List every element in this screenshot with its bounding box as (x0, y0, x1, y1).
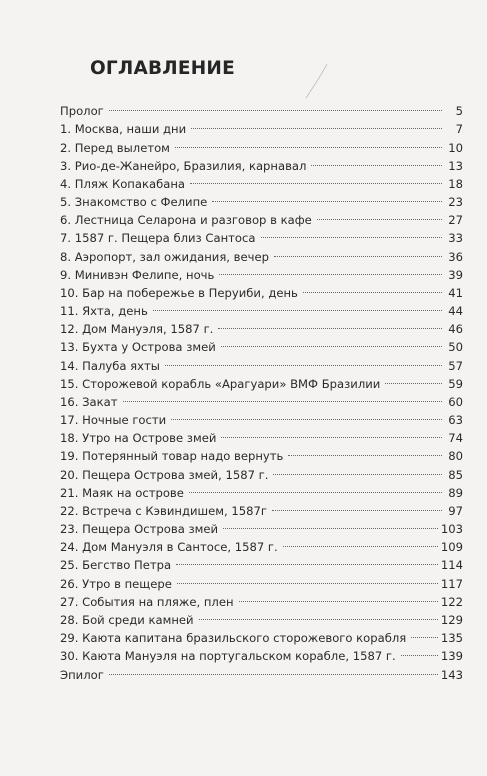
page-title: ОГЛАВЛЕНИЕ (90, 58, 235, 79)
toc-entry-label: 5. Знакомство с Фелипе (60, 195, 208, 210)
dot-leader (106, 660, 441, 678)
toc-entry-page-number: 89 (448, 485, 463, 500)
toc-entry-page-number: 57 (448, 358, 463, 373)
toc-entry-page-number: 18 (448, 176, 463, 191)
toc-entry-label: 27. События на пляже, плен (60, 594, 234, 609)
dot-leader (106, 97, 445, 115)
toc-entry (60, 388, 463, 409)
dot-leader (308, 152, 445, 170)
toc-entry-page-number: 80 (448, 449, 463, 464)
toc-entry-page-number: 60 (448, 394, 463, 409)
toc-entry-page-number: 5 (455, 104, 463, 119)
toc-entry-label: 28. Бой среди камней (60, 612, 194, 627)
dot-leader (218, 424, 445, 442)
toc-entry-label: 15. Сторожевой корабль «Арагуари» ВМФ Бразилии (60, 376, 381, 391)
toc-entry (60, 660, 463, 682)
toc-entry-page-number: 122 (440, 594, 463, 609)
toc-entry-label: 16. Закат (60, 394, 118, 409)
toc-entry-label: 1. Москва, наши дни (60, 122, 187, 137)
toc-entry-label: 13. Бухта у Острова змей (60, 340, 216, 355)
toc-entry-page-number: 7 (455, 122, 463, 137)
toc-entry-page-number: 139 (440, 649, 463, 664)
dot-leader (269, 497, 445, 515)
toc-entry-label: 14. Палуба яхты (60, 358, 160, 373)
dot-leader (172, 133, 445, 151)
toc-entry-label: 17. Ночные гости (60, 413, 167, 428)
dot-leader (168, 406, 445, 424)
toc-entry-page-number: 129 (440, 612, 463, 627)
toc-entry-label: 19. Потерянный товар надо вернуть (60, 449, 284, 464)
toc-entry-label: 11. Яхта, день (60, 304, 148, 319)
dot-leader (271, 242, 445, 260)
dot-leader (382, 370, 445, 388)
toc-entry-label: 24. Дом Мануэля в Сантосе, 1587 г. (60, 540, 278, 555)
toc-entry-page-number: 63 (448, 413, 463, 428)
dot-leader (258, 224, 445, 242)
dot-leader (209, 188, 445, 206)
toc-entry (60, 115, 463, 137)
dot-leader (174, 569, 441, 587)
toc-entry-page-number: 41 (448, 285, 463, 300)
toc-entry-page-number: 50 (448, 340, 463, 355)
toc-entry-page-number: 59 (448, 376, 463, 391)
toc-entry-page-number: 103 (440, 522, 463, 537)
toc-entry-label: 3. Рио-де-Жанейро, Бразилия, карнавал (60, 158, 307, 173)
dot-leader (150, 297, 445, 315)
toc-entry-label: 18. Утро на Острове змей (60, 431, 217, 446)
toc-entry-label: 21. Маяк на острове (60, 485, 184, 500)
toc-entry-page-number: 44 (448, 304, 463, 319)
toc-entry-label: 20. Пещера Острова змей, 1587 г. (60, 467, 269, 482)
toc-entry (60, 97, 463, 119)
toc-entry-page-number: 39 (448, 267, 463, 282)
dot-leader (270, 460, 445, 478)
dot-leader (285, 442, 445, 460)
toc-entry-label: 2. Перед вылетом (60, 140, 170, 155)
dot-leader (120, 388, 445, 406)
dot-leader (408, 624, 441, 642)
toc-entry-page-number: 46 (448, 322, 463, 337)
dot-leader (314, 206, 445, 224)
toc-entry-label: 29. Каюта капитана бразильского сторожевого корабля (60, 631, 407, 646)
toc-entry-page-number: 117 (440, 576, 463, 591)
dot-leader (218, 333, 445, 351)
dot-leader (173, 551, 441, 569)
dot-leader (186, 479, 445, 497)
toc-entry-page-number: 97 (448, 503, 463, 518)
toc-entry-label: 26. Утро в пещере (60, 576, 172, 591)
toc-entry-label: 4. Пляж Копакабана (60, 176, 186, 191)
dot-leader (220, 515, 441, 533)
dot-leader (216, 261, 445, 279)
toc-list (60, 97, 463, 682)
toc-entry-label: 6. Лестница Селарона и разговор в кафе (60, 213, 312, 228)
toc-entry-label: Эпилог (60, 667, 104, 682)
toc-entry-page-number: 143 (440, 667, 463, 682)
toc-entry-label: 8. Аэропорт, зал ожидания, вечер (60, 249, 269, 264)
toc-entry-page-number: 85 (448, 467, 463, 482)
toc-entry-page-number: 27 (448, 213, 463, 228)
dot-leader (196, 606, 441, 624)
toc-entry-page-number: 74 (448, 431, 463, 446)
toc-entry-label: 22. Встреча с Кэвиндишем, 1587г (60, 503, 267, 518)
toc-entry-page-number: 114 (440, 558, 463, 573)
dot-leader (280, 533, 441, 551)
dot-leader (215, 315, 445, 333)
toc-entry-page-number: 36 (448, 249, 463, 264)
toc-entry-page-number: 135 (440, 631, 463, 646)
toc-entry (60, 406, 463, 428)
pencil-mark (300, 62, 330, 102)
toc-entry-label: 7. 1587 г. Пещера близ Сантоса (60, 231, 256, 246)
toc-entry-label: 9. Минивэн Фелипе, ночь (60, 267, 215, 282)
toc-entry-page-number: 13 (448, 158, 463, 173)
toc-entry-page-number: 109 (440, 540, 463, 555)
dot-leader (398, 642, 441, 660)
toc-entry-page-number: 33 (448, 231, 463, 246)
toc-entry-label: 23. Пещера Острова змей (60, 522, 219, 537)
dot-leader (187, 170, 445, 188)
toc-entry-label: 10. Бар на побережье в Перуиби, день (60, 285, 298, 300)
toc-entry-label: 25. Бегство Петра (60, 558, 172, 573)
toc-entry-label: 12. Дом Мануэля, 1587 г. (60, 322, 214, 337)
dot-leader (236, 588, 441, 606)
dot-leader (300, 279, 445, 297)
toc-entry-label: 30. Каюта Мануэля на португальском корабле, 1587 г. (60, 649, 396, 664)
toc-entry-label: Пролог (60, 104, 104, 119)
dot-leader (188, 115, 445, 133)
toc-entry-page-number: 23 (448, 195, 463, 210)
toc-entry-page-number: 10 (448, 140, 463, 155)
dot-leader (162, 351, 445, 369)
